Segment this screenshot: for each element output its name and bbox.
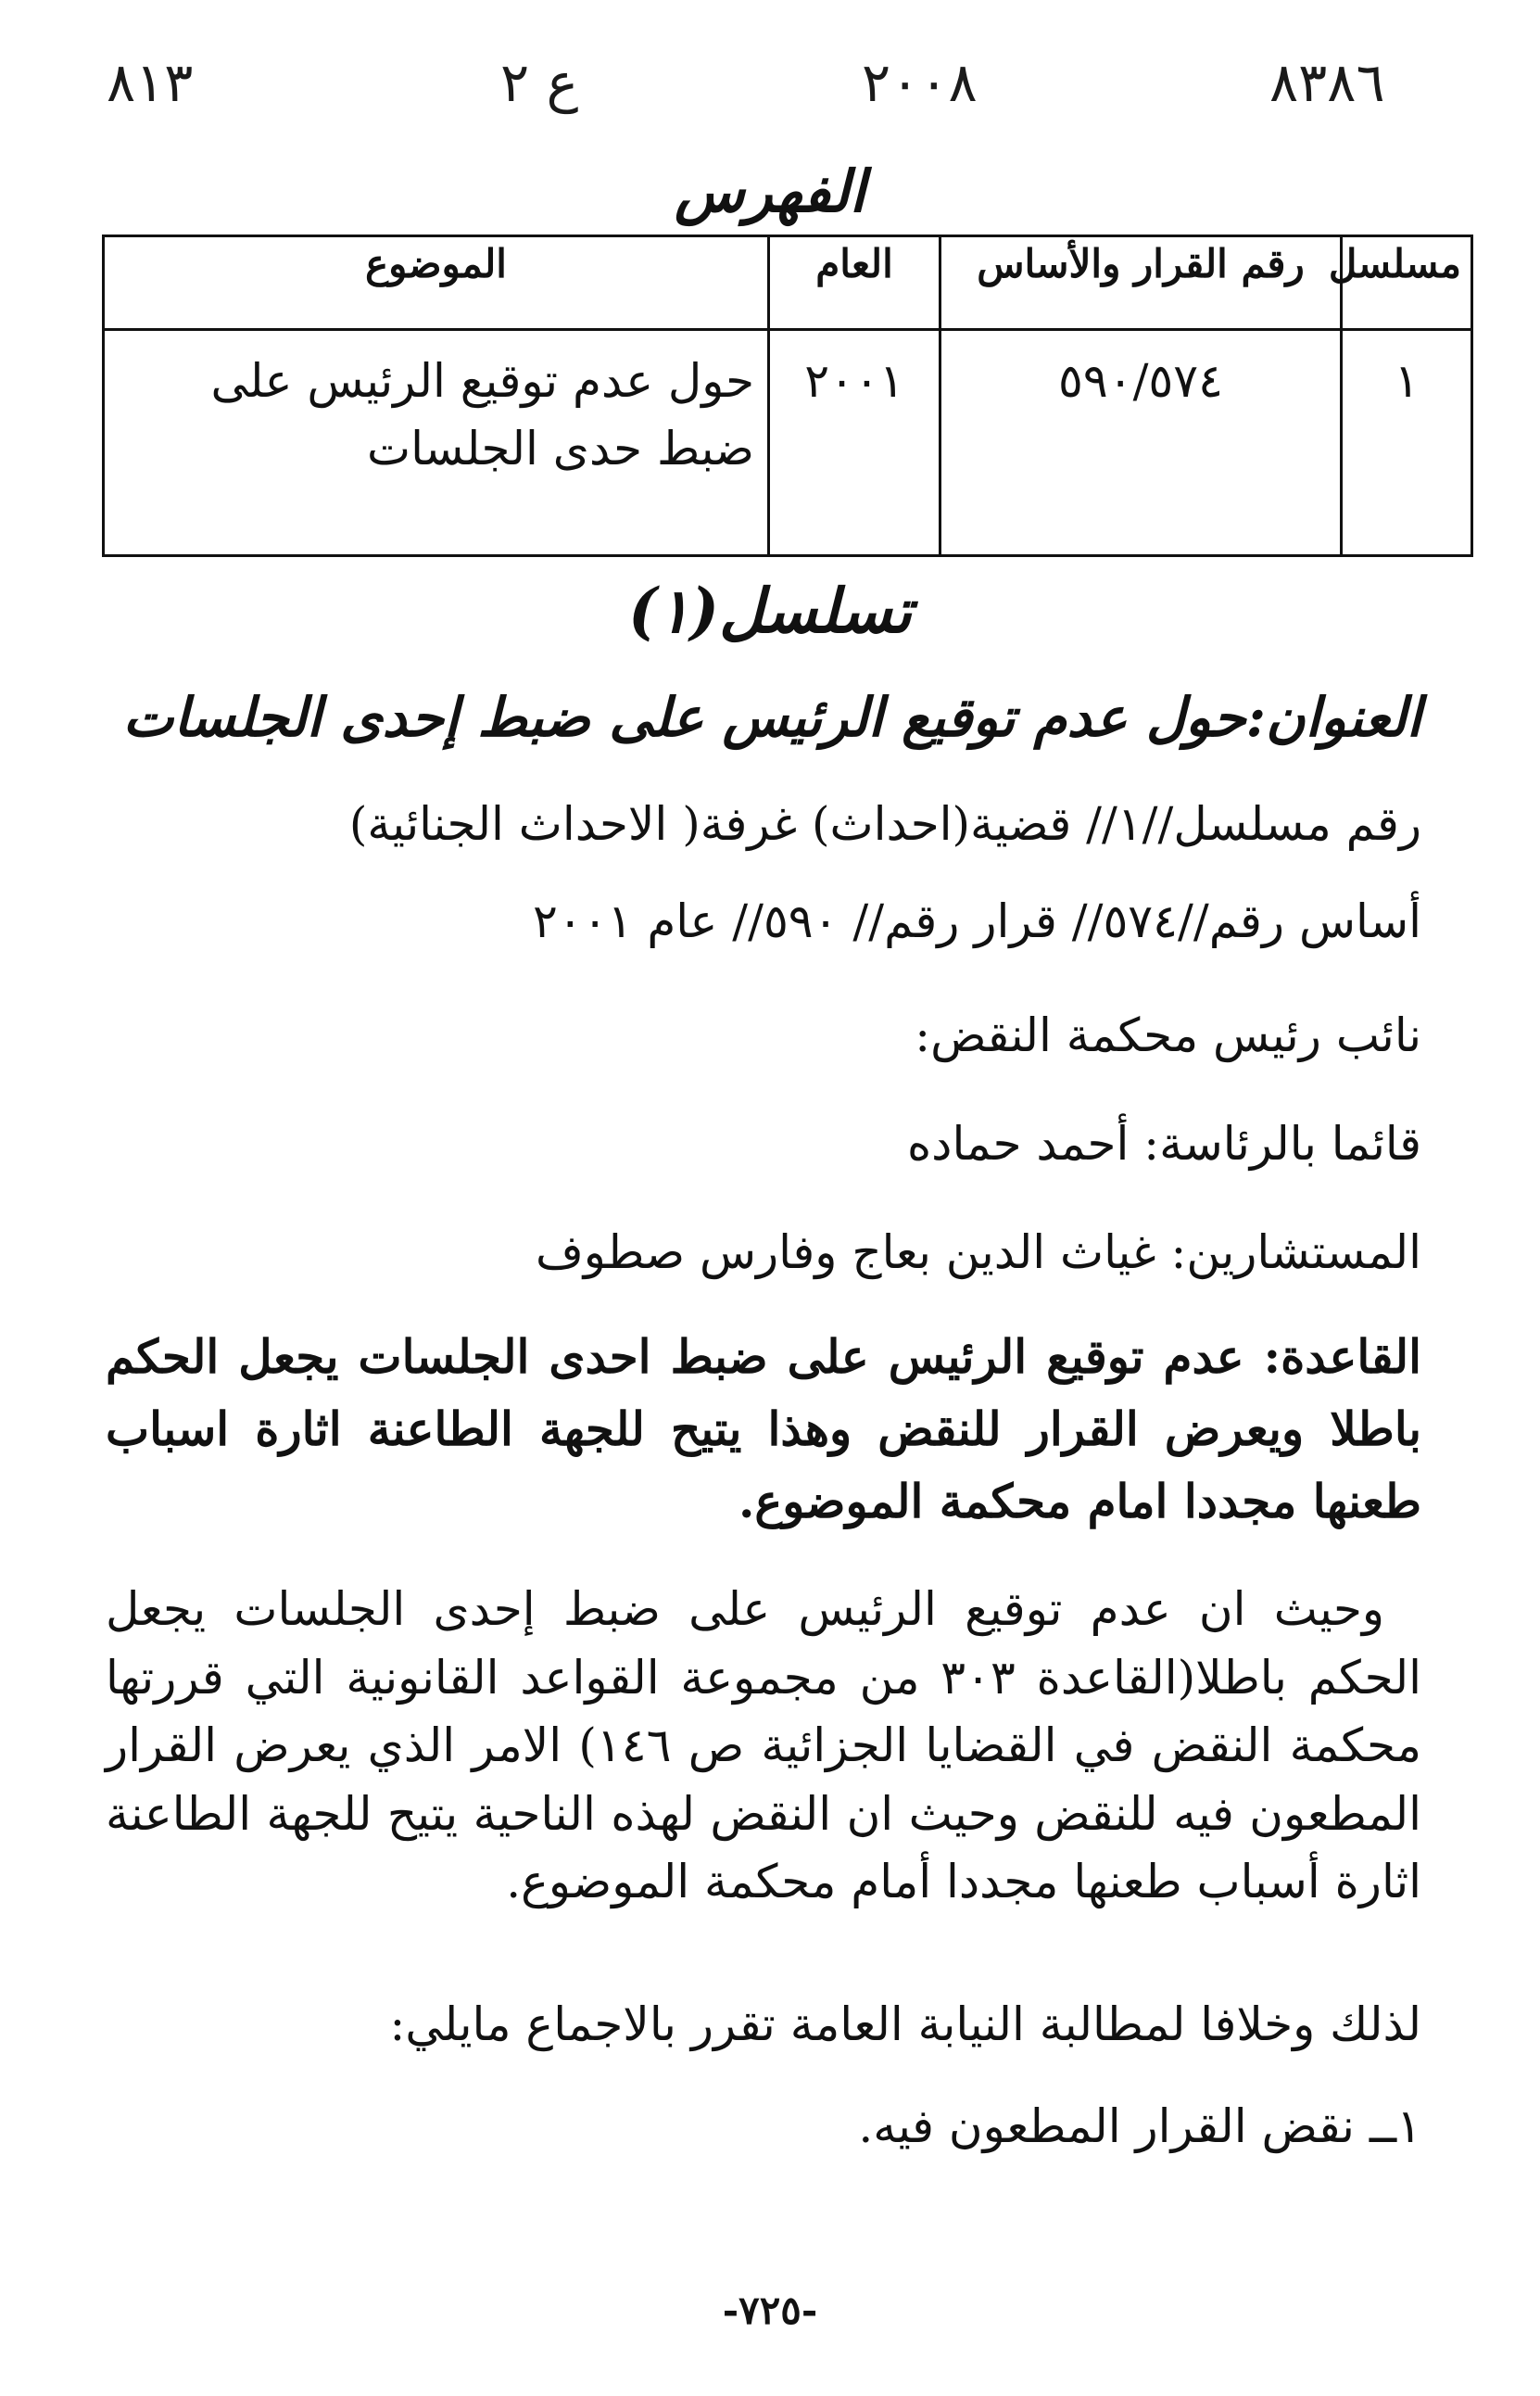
header-serial: مسلسل	[1342, 236, 1472, 330]
handwritten-note-right: ٨٣٨٦	[1269, 51, 1385, 114]
table-row	[104, 330, 1472, 556]
serial-line: رقم مسلسل//١// قضية(احداث) غرفة( الاحداث الجنائية)	[348, 797, 1421, 851]
index-title: الفهرس	[675, 158, 865, 225]
index-table	[102, 235, 1473, 557]
handwritten-note-code: ع ٢	[500, 51, 579, 114]
reasoning-paragraph: وحيث ان عدم توقيع الرئيس على ضبط إحدى الجلسات يجعل الحكم باطلا(القاعدة ٣٠٣ من مجموعة القواعد القانونية التي قررتها محكمة النقض في القضايا الجزائية ص ١٤٦) الامر الذي يعرض القرار المطعون فيه للنقض وحيث ان النقض لهذه الناحية يتيح للجهة الطاعنة اثارة أسباب طعنها مجددا أمام محكمة الموضوع.	[106, 1582, 1421, 1908]
basis-line: أساس رقم//٥٧٤// قرار رقم// ٥٩٠// عام ٢٠٠١	[533, 894, 1421, 948]
header-subject: الموضوع	[104, 236, 769, 330]
cell-subject: حول عدم توقيع الرئيس على ضبط حدى الجلسات	[104, 330, 769, 556]
handwritten-note-year: ٢٠٠٨	[862, 51, 978, 114]
acting-president-line: قائما بالرئاسة: أحمد حماده	[906, 1117, 1421, 1171]
page-number: -٧٢٥-	[722, 2288, 818, 2333]
index-header-row	[104, 236, 1472, 330]
header-decision-number: رقم القرار والأساس	[940, 236, 1342, 330]
cell-serial: ١	[1342, 330, 1472, 556]
decision-item: ١ــ نقض القرار المطعون فيه.	[858, 2099, 1421, 2153]
legal-rule: القاعدة: عدم توقيع الرئيس على ضبط احدى الجلسات يجعل الحكم باطلا ويعرض القرار للنقض وهذا يتيح للجهة الطاعنة اثارة اسباب طعنها مجددا امام محكمة الموضوع.	[106, 1329, 1421, 1528]
conclusion-line: لذلك وخلافا لمطالبة النيابة العامة تقرر بالاجماع مايلي:	[389, 1997, 1421, 2051]
cell-year: ٢٠٠١	[769, 330, 940, 556]
sequence-title: تسلسل(١)	[628, 575, 912, 647]
counselors-line: المستشارين: غياث الدين بعاج وفارس صطوف	[535, 1225, 1421, 1279]
cell-decision-number: ٥٩٠/٥٧٤	[940, 330, 1342, 556]
vice-president-line: نائب رئيس محكمة النقض:	[915, 1008, 1421, 1062]
case-headline: العنوان:حول عدم توقيع الرئيس على ضبط إحدى الجلسات	[122, 686, 1421, 749]
handwritten-note-left: ٨١٣	[107, 51, 194, 114]
header-year: العام	[769, 236, 940, 330]
